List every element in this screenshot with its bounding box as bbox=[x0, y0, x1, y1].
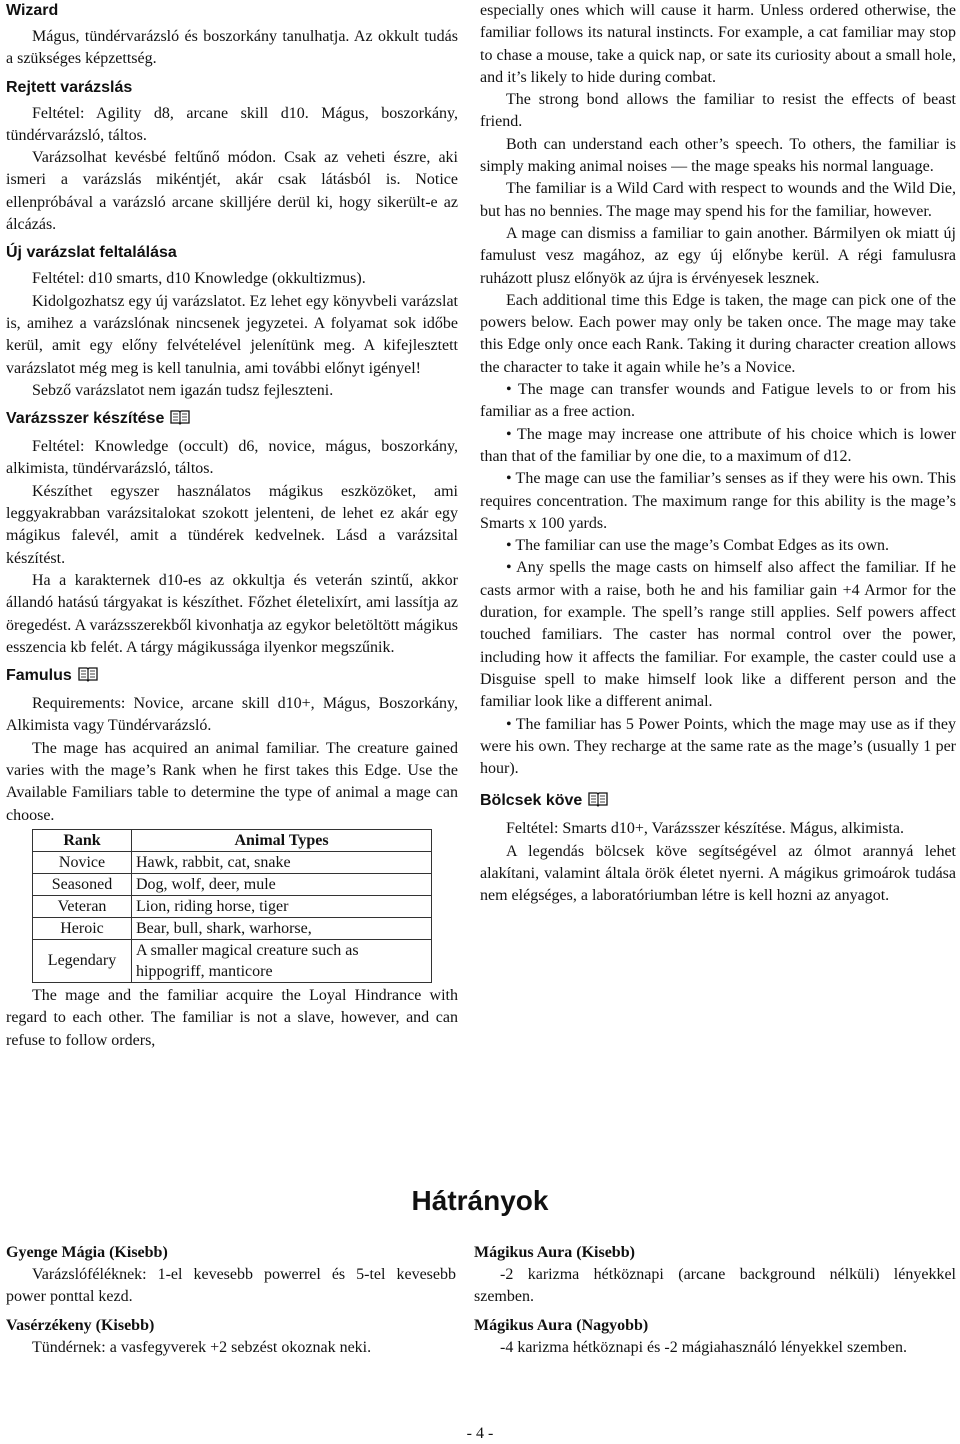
drawbacks-heading: Hátrányok bbox=[411, 1185, 549, 1216]
iron-sensitive-text: Tündérnek: a vasfegyverek +2 sebzést okoznak neki. bbox=[32, 1338, 372, 1356]
wizard-text: Mágus, tündérvarázsló és boszorkány tanulhatja. Az okkult tudás a szükséges képzettség. bbox=[6, 28, 458, 68]
open-book-icon bbox=[588, 791, 608, 814]
artifact-text: Készíthet egyszer használatos mágikus eszközöket, ami leggyakrabban varázsitalokat szokott jelenteni, de lehet ez akár egy mágikus falevél, amit a tündérek kedvelnek. Lásd a varázsital készítést. bbox=[6, 482, 458, 567]
table-cell-rank: Heroic bbox=[33, 917, 132, 939]
familiar-power-item: • The mage can use the familiar’s senses as if they were his own. This requires concentration. The maximum range for this ability is the mage’s Smarts x 100 yards. bbox=[480, 470, 956, 532]
table-header-animal-types: Animal Types bbox=[132, 829, 432, 851]
table-cell-rank: Novice bbox=[33, 851, 132, 873]
philosophers-stone-text: A legendás bölcsek köve segítségével az ólmot arannyá lehet alakítani, valamint általa örök életet nyerni. A mágikus grimoárok tudása nem elégséges, a laboratóriumban létre is kell hozni az anyagot. bbox=[480, 842, 956, 905]
table-header-row bbox=[33, 829, 432, 851]
drawbacks-left-column bbox=[6, 1242, 456, 1359]
drawbacks-right-column bbox=[474, 1242, 956, 1359]
right-column bbox=[480, 0, 956, 908]
familiar-requirements: Requirements: Novice, arcane skill d10+, Mágus, Boszorkány, Alkimista vagy Tündérvarázsló. bbox=[6, 695, 458, 735]
invent-spell-note: Sebző varázslatot nem igazán tudsz fejleszteni. bbox=[32, 381, 334, 399]
familiar-dismiss-text: A mage can dismiss a familiar to gain another. Bármilyen ok miatt új famulust vesz magához, az egy új előnybe kerül. A régi famulusra ruházott plusz előnyök az újra is érvényesek lesznek. bbox=[480, 224, 956, 287]
familiar-additional-text: Each additional time this Edge is taken, the mage can pick one of the powers below. Each power may only be taken once. The mage may take this Edge only once each Rank. Taking it during character creation allows the character to take it again while he’s a Novice. bbox=[480, 291, 956, 376]
familiar-wildcard-text: The familiar is a Wild Card with respect to wounds and the Wild Die, but has no bennies. The mage may spend his for the familiar, however. bbox=[480, 180, 956, 220]
hidden-casting-heading: Rejtett varázslás bbox=[6, 78, 133, 96]
table-row bbox=[33, 851, 432, 873]
hidden-casting-requirements: Feltétel: Agility d8, arcane skill d10. Mágus, boszorkány, tündérvarázsló, táltos. bbox=[6, 104, 458, 144]
table-cell-rank: Veteran bbox=[33, 895, 132, 917]
table-row bbox=[33, 917, 432, 939]
table-cell-animals: Dog, wolf, deer, mule bbox=[132, 873, 432, 895]
invent-spell-text: Kidolgozhatsz egy új varázslatot. Ez lehet egy könyvbeli varázslat is, amihez a varázslónak nincsenek jegyzetei. A folyamat sok időbe kerül, amit egy előny felvételével jelenítünk meg. A kifejlesztett varázslatot még meg is kell tanulnia, ami további előnyt igényel! bbox=[6, 292, 458, 377]
familiar-power-item: • Any spells the mage casts on himself also affect the familiar. If he casts armor with a raise, both he and his familiar gain +4 Armor for the duration, for example. The spell’s range still applies. Self powers affect touched familiars. The caster has normal control over the power, including how it affects the familiar. For example, the caster could use a Disguise spell to make himself look like a different person and the familiar look like a different animal. bbox=[480, 559, 956, 711]
table-header-rank: Rank bbox=[33, 829, 132, 851]
magic-aura-minor-text: -2 karizma hétköznapi (arcane background nélküli) lényekkel szemben. bbox=[474, 1266, 956, 1306]
magic-aura-major-heading: Mágikus Aura (Nagyobb) bbox=[474, 1316, 649, 1334]
table-cell-animals: Lion, riding horse, tiger bbox=[132, 895, 432, 917]
magic-aura-minor-heading: Mágikus Aura (Kisebb) bbox=[474, 1244, 635, 1261]
familiar-power-item: • The mage can transfer wounds and Fatigue levels to or from his familiar as a free action. bbox=[480, 381, 956, 421]
open-book-icon bbox=[78, 666, 98, 689]
table-cell-rank: Legendary bbox=[33, 939, 132, 982]
iron-sensitive-heading: Vasérzékeny (Kisebb) bbox=[6, 1316, 155, 1334]
familiar-power-item: • The familiar has 5 Power Points, which the mage may use as if they were his own. They recharge at the same rate as the mage’s (usually 1 per hour). bbox=[480, 715, 956, 778]
page-number: - 4 - bbox=[466, 1425, 494, 1442]
table-row bbox=[33, 873, 432, 895]
familiar-continued-text: especially ones which will cause it harm. Unless ordered otherwise, the familiar follows its natural instincts. For example, a cat familiar may stop to chase a mouse, take a quick nap, or sate its curiosity about a small hole, and it’s likely to hide during combat. bbox=[480, 2, 956, 86]
invent-spell-requirements: Feltétel: d10 smarts, d10 Knowledge (okkultizmus). bbox=[32, 270, 366, 288]
familiar-bond-text: The strong bond allows the familiar to resist the effects of beast friend. bbox=[480, 91, 956, 131]
philosophers-stone-heading-label: Bölcsek köve bbox=[480, 792, 583, 810]
weak-magic-text: Varázslóféléknek: 1-el kevesebb powerrel és 5-tel kevesebb power ponttal kezd. bbox=[6, 1266, 456, 1306]
table-row bbox=[33, 895, 432, 917]
table-cell-animals: A smaller magical creature such as hippogriff, manticore bbox=[132, 939, 432, 982]
familiar-power-item: • The familiar can use the mage’s Combat Edges as its own. bbox=[506, 537, 889, 555]
artifact-heading bbox=[6, 408, 458, 432]
left-column bbox=[6, 0, 458, 1052]
familiar-speech-text: Both can understand each other’s speech. To others, the familiar is simply making animal noises — the mage speaks his normal language. bbox=[480, 135, 956, 176]
magic-aura-major-text: -4 karizma hétköznapi és -2 mágiahasználó lényekkel szemben. bbox=[500, 1338, 907, 1356]
artifact-heading-label: Varázsszer készítése bbox=[6, 410, 165, 428]
table-cell-rank: Seasoned bbox=[33, 873, 132, 895]
familiars-table bbox=[32, 829, 432, 983]
familiar-loyal-text: The mage and the familiar acquire the Loyal Hindrance with regard to each other. The familiar is not a slave, however, and can refuse to follow orders, bbox=[6, 986, 458, 1049]
familiar-text: The mage has acquired an animal familiar. The creature gained varies with the mage’s Rank when he first takes this Edge. Use the Available Familiars table to determine the type of animal a mage can choose. bbox=[6, 739, 458, 824]
philosophers-stone-requirements: Feltétel: Smarts d10+, Varázsszer készítése. Mágus, alkimista. bbox=[506, 820, 904, 838]
artifact-text-advanced: Ha a karakternek d10-es az okkultja és veterán szintű, akkor állandó hatású tárgyakat is készíthet. Főzhet életelixírt, ami lassítja az öregedést. A varázsszerekből kivonhatja az egykor beletöltött mágikus esszencia kb felét. A tárgy mágikussága ilyenkor megszűnik. bbox=[6, 571, 458, 656]
invent-spell-heading: Új varázslat feltalálása bbox=[6, 244, 177, 262]
artifact-requirements: Feltétel: Knowledge (occult) d6, novice, mágus, boszorkány, alkimista, tündérvarázsló, táltos. bbox=[6, 438, 458, 478]
hidden-casting-text: Varázsolhat kevésbé feltűnő módon. Csak az veheti észre, aki ismeri a varázslás mikéntjét, akár csak látásból is. Notice ellenpróbával a varázsló arcane skilljére derül ki, hogy sikerült-e az álcázás. bbox=[6, 149, 458, 234]
table-cell-animals: Bear, bull, shark, warhorse, bbox=[132, 917, 432, 939]
table-cell-animals: Hawk, rabbit, cat, snake bbox=[132, 851, 432, 873]
weak-magic-heading: Gyenge Mágia (Kisebb) bbox=[6, 1244, 168, 1261]
familiar-heading-label: Famulus bbox=[6, 667, 72, 685]
familiar-heading bbox=[6, 665, 458, 689]
wizard-heading: Wizard bbox=[6, 2, 59, 19]
table-row bbox=[33, 939, 432, 982]
open-book-icon bbox=[170, 409, 190, 432]
familiar-power-item: • The mage may increase one attribute of his choice which is lower than that of the familiar by one die, to a maximum of d12. bbox=[480, 425, 956, 465]
philosophers-stone-heading bbox=[480, 790, 956, 814]
